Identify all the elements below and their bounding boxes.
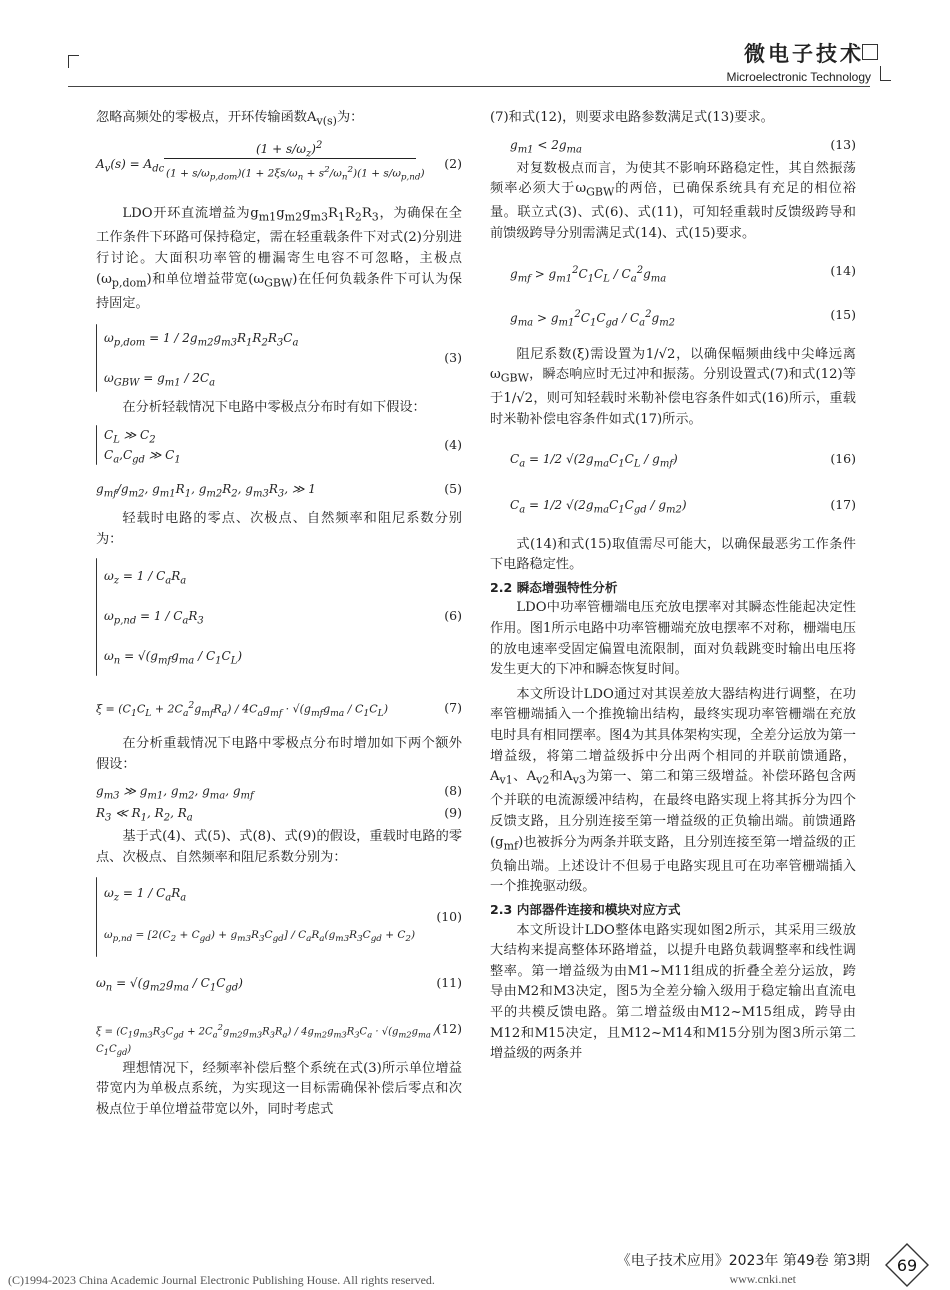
eq7-number: (7) bbox=[444, 700, 462, 716]
eq14-body: $g_{mf} > g_{m1}^2C_1C_L / C_a^2g_{ma}$ bbox=[510, 264, 667, 284]
paragraph-4: 在分析重载情况下电路中零极点分布时增加如下两个额外假设： bbox=[96, 736, 462, 772]
eq6-line-b: $\omega_{p,nd} = 1 / C_aR_3$ bbox=[104, 609, 204, 627]
equation-10 bbox=[96, 875, 462, 961]
eq15-body: $g_{ma} > g_{m1}^2C_1C_{gd} / C_a^2g_{m2}$ bbox=[510, 308, 676, 328]
eq12-number: (12) bbox=[436, 1020, 462, 1036]
header-title: 微电子技术 bbox=[744, 42, 864, 66]
eq16-body: $C_a = 1/2$ $√(2g_{ma}C_1C_L / g_{mf})$ bbox=[510, 451, 678, 470]
eq2-numerator: $(1 + s/\omega_z)^2$ bbox=[256, 140, 323, 160]
eq16-number: (16) bbox=[830, 450, 856, 466]
eq7-body: $\xi = (C_1C_L + 2C_a^2g_{mf}R_a) / 4C_ag_{mf} \cdot √(g_{mf}g_{ma} / C_1C_L)$ bbox=[96, 700, 389, 720]
paragraph-6: 理想情况下，经频率补偿后整个系统在式(3)所示单位增益带宽内为单极点系统，为实现这一目标需确保补偿后零点和次极点位于单位增益带宽以外，同时考虑式 bbox=[96, 1060, 462, 1117]
eq3-line-b: $\omega_{GBW} = g_{m1} / 2C_a$ bbox=[104, 371, 216, 389]
eq8-body: $g_{m3}$ ≫ $g_{m1}$, $g_{m2}$, $g_{ma}$, $g_{mf}$ bbox=[96, 784, 254, 802]
eq4-line-b: $C_a,C_{gd}$ ≫ $C_1$ bbox=[104, 448, 181, 466]
equation-17 bbox=[490, 483, 856, 531]
eq17-body: $C_a = 1/2$ $√(2g_{ma}C_1C_{gd} / g_{m2})$ bbox=[510, 497, 687, 516]
eq10-line-b: $\omega_{p,nd} = [2(C_2 + C_{gd}) + g_{m3}R_3C_{gd}] / C_aR_a(g_{m3}R_3C_{gd} + C_2)$ bbox=[104, 928, 416, 944]
eq10-line-a: $\omega_z = 1 / C_aR_a$ bbox=[104, 885, 187, 904]
intro-paragraph: 忽略高频处的零极点，开环传输函数$A_{v(s)}$为： bbox=[96, 110, 364, 128]
eq10-number: (10) bbox=[436, 908, 462, 924]
page-number: 69 bbox=[896, 1256, 918, 1275]
equation-9 bbox=[96, 803, 462, 825]
eq2-number: (2) bbox=[444, 156, 462, 172]
right-paragraph-1: (7)和式(12)，则要求电路参数满足式(13)要求。 bbox=[490, 110, 774, 125]
paragraph-3: 轻载时电路的零点、次极点、自然频率和阻尼系数分别为： bbox=[96, 511, 462, 547]
equation-16 bbox=[490, 439, 856, 483]
eq9-number: (9) bbox=[444, 805, 462, 821]
equation-3 bbox=[96, 322, 462, 398]
paragraph-2: 在分析轻载情况下电路中零极点分布时有如下假设： bbox=[122, 400, 426, 416]
crop-mark-left bbox=[68, 55, 79, 68]
eq6-number: (6) bbox=[444, 608, 462, 624]
right-paragraph-7: 本文所设计LDO整体电路实现如图2所示，其采用三级放大结构来提高整体环路增益，以提升电路负载调整率和线性调整率。第一增益级为由M1~M11组成的折叠全差分运放，跨导由M2和M3决定，图5为全差分输入级用于稳定输出直流电平的共模反馈电路。第二增益级由M12~M15组成，跨导由M12和M15决定，且M12~M14和M15分别为图3所示第二增益级的两条并 bbox=[490, 922, 856, 1062]
equation-6 bbox=[96, 556, 462, 680]
eq17-number: (17) bbox=[830, 496, 856, 512]
equation-8 bbox=[96, 781, 462, 803]
equation-5 bbox=[96, 477, 462, 505]
equation-13 bbox=[490, 133, 856, 157]
eq4-line-a: $C_L$ ≫ $C_2$ bbox=[104, 428, 156, 446]
eq4-number: (4) bbox=[444, 437, 462, 453]
eq3-number: (3) bbox=[444, 350, 462, 366]
section-2-3-heading: 2.3 内部器件连接和模块对应方式 bbox=[490, 902, 681, 917]
footer-copyright: (C)1994-2023 China Academic Journal Electronic Publishing House. All rights reserved. bbox=[8, 1273, 435, 1287]
right-column bbox=[490, 108, 856, 1065]
page-number-badge bbox=[884, 1242, 930, 1288]
right-paragraph-5: LDO中功率管栅端电压充放电摆率对其瞬态性能起决定性作用。图1所示电路中功率管栅端充放电摆率不对称，栅端电压的放电速率受固定偏置电流限制，面对负载跳变时输出电压将发生更大的下冲和瞬态恢复时间。 bbox=[490, 600, 856, 678]
right-paragraph-3: 阻尼系数(ξ)需设置为1/√2，以确保幅频曲线中尖峰远离$\omega_{GBW}$，瞬态响应时无过冲和振荡。分别设置式(7)和式(12)等于1/√2，则可知轻载时米勒补偿电容条件如式(16)所示，重载时米勒补偿电容条件如式(17)所示。 bbox=[490, 346, 856, 428]
left-column bbox=[96, 108, 462, 1120]
crop-mark-right-bottom bbox=[880, 66, 891, 81]
equation-2 bbox=[96, 138, 462, 198]
eq15-number: (15) bbox=[830, 306, 856, 322]
eq9-body: $R_3$ ≪ $R_1$, $R_2$, $R_a$ bbox=[96, 806, 193, 824]
eq2-fraction-bar bbox=[164, 158, 416, 159]
equation-7 bbox=[96, 688, 462, 728]
crop-mark-right bbox=[862, 44, 878, 60]
paragraph-1: LDO开环直流增益为$g_{m1}g_{m2}g_{m3}R_1R_2R_3$，为确保在全工作条件下环路可保持稳定，需在轻重载条件下对式(2)分别进行讨论。大面积功率管的栅漏寄生电容不可忽略，主极点$(\omega_{p,dom})$和单位增益带宽$(\omega_{GBW})$在任何负载条件下可认为保持固定。 bbox=[96, 206, 462, 311]
right-paragraph-4: 式(14)和式(15)取值需尽可能大，以确保最恶劣工作条件下电路稳定性。 bbox=[490, 536, 856, 573]
right-paragraph-6: 本文所设计LDO通过对其误差放大器结构进行调整，在功率管栅端插入一个推挽输出结构，最终实现功率管栅端在充放电时具有相同摆率。图4为其具体架构实现，全差分运放为第一增益级，将第二增益级拆中分出两个相同的并联前馈通路，$A_{v1}$、$A_{v2}$和$A_{v3}$为第一、第二和第三级增益。补偿环路包含两个并联的电流源缓冲结构，在最终电路实现上将其拆分为四个反馈支路，且分别连接至第一增益级的正负输出端。前馈通路$(g_{mf})$也被拆分为两条并联支路，且分别连接至第一增益级的正负输出端。上述设计不但易于电路实现且可在功率管栅端插入一个推挽驱动级。 bbox=[490, 686, 857, 895]
eq13-number: (13) bbox=[830, 136, 856, 152]
eq6-line-c: $\omega_n = √(g_{mf}g_{ma} / C_1C_L)$ bbox=[104, 649, 243, 667]
paragraph-5: 基于式(4)、式(5)、式(8)、式(9)的假设，重载时电路的零点、次极点、自然频率和阻尼系数分别为： bbox=[96, 829, 462, 866]
header-rule bbox=[68, 86, 870, 87]
equation-14 bbox=[490, 251, 856, 295]
eq14-number: (14) bbox=[830, 262, 856, 278]
eq2-denominator: $(1 + s/\omega_{p,dom})(1 + 2\xi s/\omega_n + s^2/\omega_n^2)(1 + s/\omega_{p,nd})$ bbox=[166, 165, 425, 183]
eq11-number: (11) bbox=[436, 974, 462, 990]
eq11-body: $\omega_n = √(g_{m2}g_{ma} / C_1C_{gd})$ bbox=[96, 975, 243, 994]
equation-11 bbox=[96, 967, 462, 1003]
eq2-lhs: $A_v(s) = A_{dc}$ bbox=[96, 157, 165, 175]
equation-15 bbox=[490, 295, 856, 339]
eq5-body: $g_{mf}/g_{m2}$, $g_{m1}R_1$, $g_{m2}R_2$, $g_{m3}R_3$, ≫ 1 bbox=[96, 482, 316, 500]
equation-4 bbox=[96, 423, 462, 469]
eq5-number: (5) bbox=[444, 481, 462, 497]
eq6-line-a: $\omega_z = 1 / C_aR_a$ bbox=[104, 569, 187, 587]
equation-12 bbox=[96, 1009, 462, 1055]
footer-journal: 《电子技术应用》2023年 第49卷 第3期 bbox=[616, 1253, 870, 1269]
header-subtitle: Microelectronic Technology bbox=[726, 70, 871, 84]
eq13-body: $g_{m1} < 2g_{ma}$ bbox=[510, 137, 582, 155]
eq8-number: (8) bbox=[444, 783, 462, 799]
right-paragraph-2: 对复数极点而言，为使其不影响环路稳定性，其自然振荡频率必须大于$\omega_{GBW}$的两倍，已确保系统具有充足的相位裕量。联立式(3)、式(6)、式(11)，可知轻重载时反馈级跨导和前馈级跨导分别需满足式(14)、式(15)要求。 bbox=[490, 160, 856, 242]
footer-website: www.cnki.net bbox=[729, 1272, 796, 1286]
eq12-body: $\xi = (C_1g_{m3}R_3C_{gd} + 2C_a^2g_{m2}g_{m3}R_3R_a) / 4g_{m2}g_{m3}R_3C_a \cdot √(g_{m2}g_{ma} / C_1C_{gd})$ bbox=[96, 1021, 438, 1057]
eq3-line-a: $\omega_{p,dom} = 1 / 2g_{m2}g_{m3}R_1R_2R_3C_a$ bbox=[104, 331, 299, 349]
section-2-2-heading: 2.2 瞬态增强特性分析 bbox=[490, 579, 618, 595]
